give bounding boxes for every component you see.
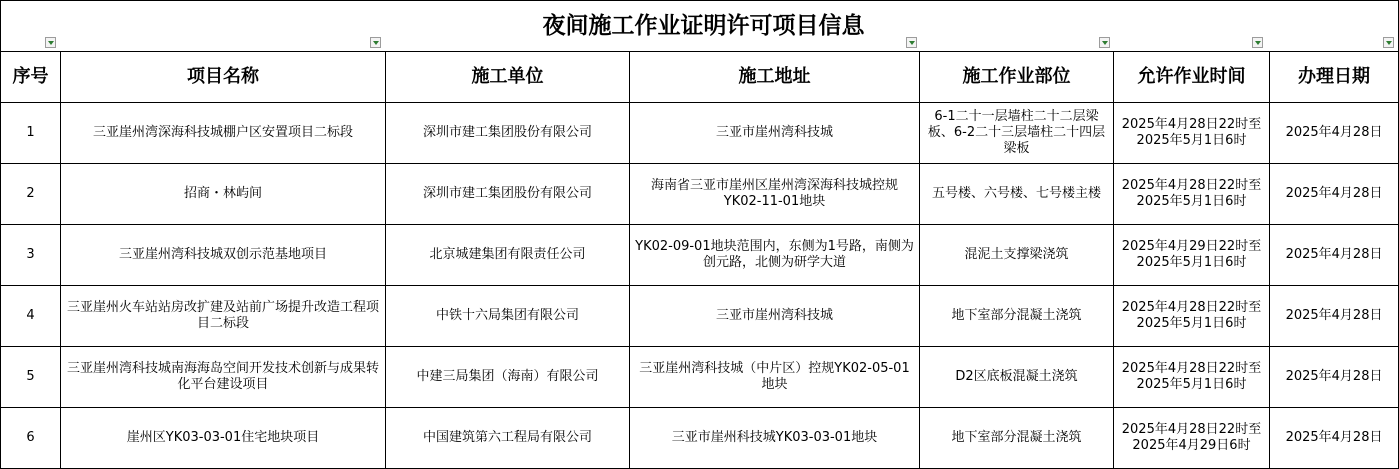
allowed-time-cell[interactable]: 2025年4月28日22时至2025年4月29日6时 bbox=[1114, 408, 1270, 469]
handling-date-cell[interactable]: 2025年4月28日 bbox=[1270, 286, 1399, 347]
handling-date-cell[interactable]: 2025年4月28日 bbox=[1270, 347, 1399, 408]
allowed-time-cell[interactable]: 2025年4月28日22时至2025年5月1日6时 bbox=[1114, 164, 1270, 225]
filter-dropdown-icon[interactable] bbox=[370, 37, 381, 48]
project-name-cell[interactable]: 三亚崖州湾科技城南海海岛空间开发技术创新与成果转化平台建设项目 bbox=[61, 347, 386, 408]
allowed-time-cell[interactable]: 2025年4月28日22时至2025年5月1日6时 bbox=[1114, 103, 1270, 164]
handling-date-cell[interactable]: 2025年4月28日 bbox=[1270, 103, 1399, 164]
work-part-cell[interactable]: D2区底板混凝土浇筑 bbox=[920, 347, 1114, 408]
construction-address-cell[interactable]: 三亚市崖州湾科技城 bbox=[630, 286, 920, 347]
table-row bbox=[1, 103, 1399, 164]
row-number-cell[interactable]: 2 bbox=[1, 164, 61, 225]
row-number-cell[interactable]: 6 bbox=[1, 408, 61, 469]
work-part-cell[interactable]: 混泥土支撑梁浇筑 bbox=[920, 225, 1114, 286]
filter-dropdown-icon[interactable] bbox=[906, 37, 917, 48]
table-row bbox=[1, 164, 1399, 225]
work-part-cell[interactable]: 五号楼、六号楼、七号楼主楼 bbox=[920, 164, 1114, 225]
table-row bbox=[1, 347, 1399, 408]
handling-date-cell[interactable]: 2025年4月28日 bbox=[1270, 225, 1399, 286]
header-no[interactable]: 序号 bbox=[1, 52, 61, 103]
project-name-cell[interactable]: 三亚崖州湾科技城双创示范基地项目 bbox=[61, 225, 386, 286]
project-name-cell[interactable]: 崖州区YK03-03-01住宅地块项目 bbox=[61, 408, 386, 469]
construction-company-cell[interactable]: 中建三局集团（海南）有限公司 bbox=[386, 347, 630, 408]
construction-address-cell[interactable]: 三亚崖州湾科技城（中片区）控规YK02-05-01地块 bbox=[630, 347, 920, 408]
header-work-part[interactable]: 施工作业部位 bbox=[920, 52, 1114, 103]
row-number-cell[interactable]: 4 bbox=[1, 286, 61, 347]
table-row bbox=[1, 225, 1399, 286]
construction-address-cell[interactable]: YK02-09-01地块范围内，东侧为1号路，南侧为创元路，北侧为研学大道 bbox=[630, 225, 920, 286]
header-address[interactable]: 施工地址 bbox=[630, 52, 920, 103]
construction-company-cell[interactable]: 中铁十六局集团有限公司 bbox=[386, 286, 630, 347]
header-project-name[interactable]: 项目名称 bbox=[61, 52, 386, 103]
table-row bbox=[1, 408, 1399, 469]
header-allowed-time[interactable]: 允许作业时间 bbox=[1114, 52, 1270, 103]
handling-date-cell[interactable]: 2025年4月28日 bbox=[1270, 164, 1399, 225]
header-date[interactable]: 办理日期 bbox=[1270, 52, 1399, 103]
filter-dropdown-icon[interactable] bbox=[1252, 37, 1263, 48]
work-part-cell[interactable]: 6-1二十一层墙柱二十二层梁板、6-2二十三层墙柱二十四层梁板 bbox=[920, 103, 1114, 164]
filter-dropdown-icon[interactable] bbox=[1383, 37, 1394, 48]
construction-address-cell[interactable]: 海南省三亚市崖州区崖州湾深海科技城控规YK02-11-01地块 bbox=[630, 164, 920, 225]
construction-company-cell[interactable]: 深圳市建工集团股份有限公司 bbox=[386, 164, 630, 225]
construction-company-cell[interactable]: 深圳市建工集团股份有限公司 bbox=[386, 103, 630, 164]
allowed-time-cell[interactable]: 2025年4月28日22时至2025年5月1日6时 bbox=[1114, 347, 1270, 408]
row-number-cell[interactable]: 1 bbox=[1, 103, 61, 164]
table-row bbox=[1, 286, 1399, 347]
project-name-cell[interactable]: 三亚崖州湾深海科技城棚户区安置项目二标段 bbox=[61, 103, 386, 164]
project-name-cell[interactable]: 招商・林屿间 bbox=[61, 164, 386, 225]
construction-company-cell[interactable]: 中国建筑第六工程局有限公司 bbox=[386, 408, 630, 469]
filter-dropdown-icon[interactable] bbox=[1099, 37, 1110, 48]
row-number-cell[interactable]: 5 bbox=[1, 347, 61, 408]
row-number-cell[interactable]: 3 bbox=[1, 225, 61, 286]
work-part-cell[interactable]: 地下室部分混凝土浇筑 bbox=[920, 408, 1114, 469]
work-part-cell[interactable]: 地下室部分混凝土浇筑 bbox=[920, 286, 1114, 347]
construction-address-cell[interactable]: 三亚市崖州湾科技城 bbox=[630, 103, 920, 164]
allowed-time-cell[interactable]: 2025年4月29日22时至2025年5月1日6时 bbox=[1114, 225, 1270, 286]
title-cell[interactable] bbox=[1, 1, 1399, 52]
construction-company-cell[interactable]: 北京城建集团有限责任公司 bbox=[386, 225, 630, 286]
allowed-time-cell[interactable]: 2025年4月28日22时至2025年5月1日6时 bbox=[1114, 286, 1270, 347]
filter-dropdown-icon[interactable] bbox=[45, 37, 56, 48]
construction-address-cell[interactable]: 三亚市崖州科技城YK03-03-01地块 bbox=[630, 408, 920, 469]
project-name-cell[interactable]: 三亚崖州火车站站房改扩建及站前广场提升改造工程项目二标段 bbox=[61, 286, 386, 347]
header-row bbox=[1, 52, 1399, 103]
sheet-title: 夜间施工作业证明许可项目信息 bbox=[542, 13, 865, 39]
header-company[interactable]: 施工单位 bbox=[386, 52, 630, 103]
handling-date-cell[interactable]: 2025年4月28日 bbox=[1270, 408, 1399, 469]
